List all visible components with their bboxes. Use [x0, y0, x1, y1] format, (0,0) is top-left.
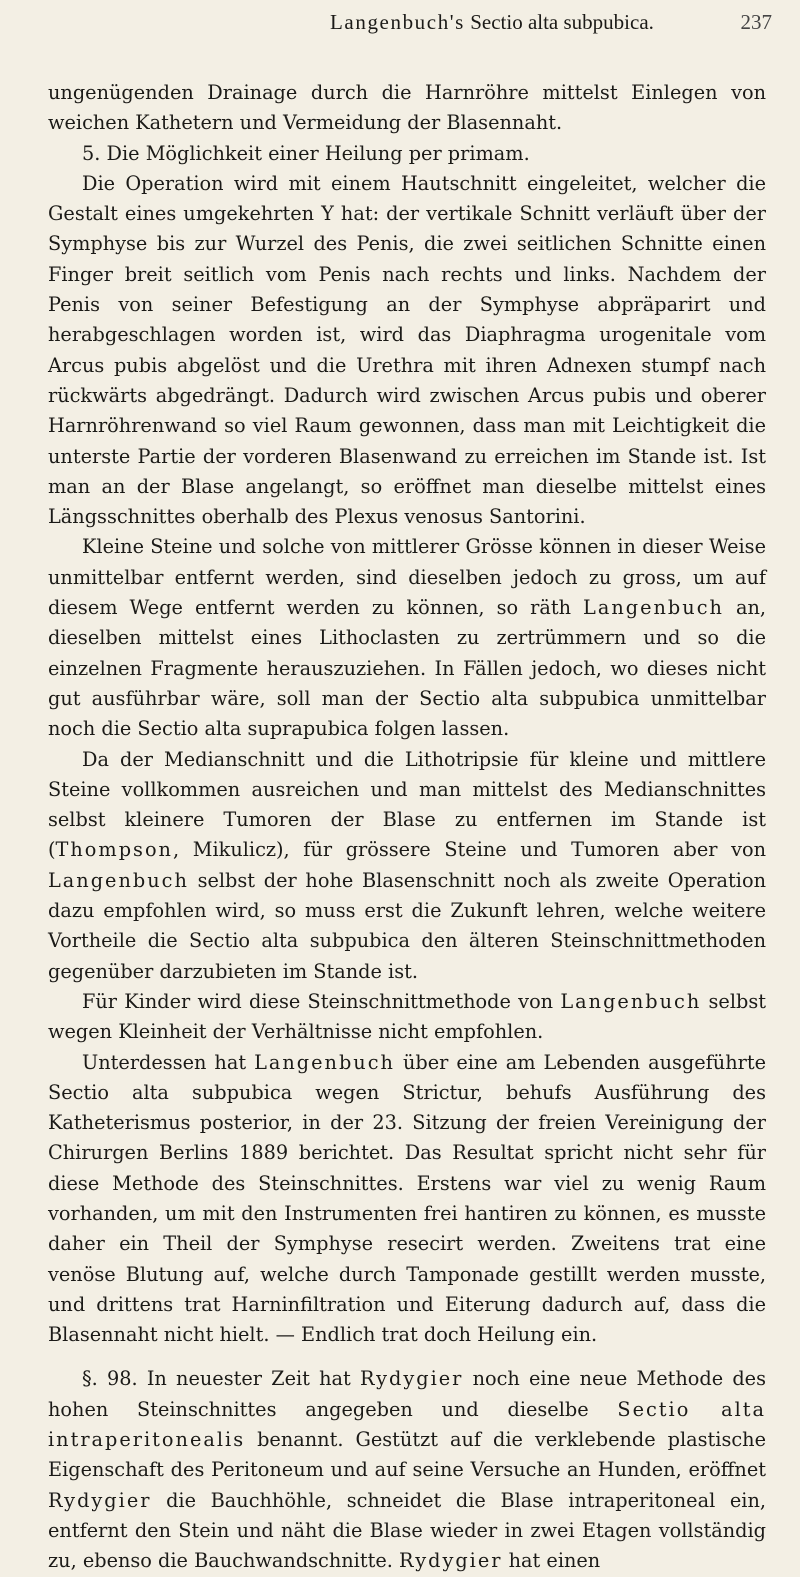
author-name-spaced: Rydygier [359, 1367, 464, 1391]
text-run: benannt. Gestützt auf die verklebende plastische Eigenschaft des Peritoneum und auf seine Versuche an Hunden, eröffnet [48, 1428, 766, 1482]
paragraph-6 [48, 987, 766, 1048]
paragraph-7 [48, 1048, 766, 1351]
author-name-spaced: Langenbuch [560, 989, 702, 1013]
text-run: die Bauchhöhle, schneidet die Blase intraperitoneal ein, entfernt den Stein und näht die Blase wieder in zwei Etagen vollständig zu, ebenso die Bauchwandschnitte. [48, 1488, 766, 1573]
text-run: selbst wegen Kleinheit der Verhältnisse nicht empfohlen. [48, 989, 766, 1044]
text-run: §. 98. In neuester Zeit hat [82, 1367, 360, 1391]
text-run: Da der Medianschnitt und die Lithotripsie für kleine und mittlere Steine vollkommen ausreichen und man mittelst des Medianschnittes selbst kleinere Tumoren der Blase zu entfernen im Stande ist ( [48, 747, 766, 862]
text-run: selbst der hohe Blasenschnitt noch als zweite Operation dazu empfohlen wird, so muss erst die Zukunft lehren, welche weitere Vortheile die Sectio alta subpubica den älteren Steinschnittmethoden gegenüber darzubieten im Stande ist. [48, 868, 766, 983]
paragraph-5 [48, 745, 766, 987]
page-number: 237 [740, 10, 772, 34]
paragraph-3 [48, 169, 766, 533]
text-run: 5. Die Möglichkeit einer Heilung per primam. [82, 141, 530, 165]
running-header [48, 6, 772, 40]
author-name-spaced: Rydygier [48, 1488, 152, 1512]
text-run: Die Operation wird mit einem Hautschnitt eingeleitet, welcher die Gestalt eines umgekehrten Y hat: der vertikale Schnitt verläuft über der Symphyse bis zur Wurzel des Penis, die zwei seitlichen Schnitte einen Finger breit seitlich vom Penis nach rechts und links. Nachdem der Penis von seiner Befestigung an der Symphyse abpräparirt und herabgeschlagen worden ist, wird das Diaphragma urogenitale vom Arcus pubis abgelöst und die Urethra mit ihren Adnexen stumpf nach rückwärts abgedrängt. Dadurch wird zwischen Arcus pubis und oberer Harnröhrenwand so viel Raum gewonnen, dass man mit Leichtigkeit die unterste Partie der vorderen Blasenwand zu erreichen im Stande ist. Ist man an der Blase angelangt, so eröffnet man dieselbe mittelst eines Längsschnittes oberhalb des Plexus venosus Santorini. [48, 171, 766, 529]
text-run: über eine am Lebenden ausgeführte Sectio alta subpubica wegen Strictur, behufs Ausführung des Katheterismus posterior, in der 23. Sitzung der freien Vereinigung der Chirurgen Berlins 1889 berichtet. Das Resultat spricht nicht sehr für diese Methode des Steinschnittes. Erstens war viel zu wenig Raum vorhanden, um mit den Instrumenten frei hantiren zu können, es musste daher ein Theil der Symphyse resecirt werden. Zweitens trat eine venöse Blutung auf, welche durch Tamponade gestillt werden musste, und drittens trat Harninfiltration und Eiterung dadurch auf, dass die Blasennaht nicht hielt. — Endlich trat doch Heilung ein. [48, 1050, 766, 1347]
text-run: Unterdessen hat [82, 1050, 255, 1074]
text-run: Für Kinder wird diese Steinschnittmethode von [82, 989, 561, 1013]
paragraph-1 [48, 78, 766, 139]
text-run: an, dieselben mittelst eines Lithoclasten zu zertrümmern und so die einzelnen Fragmente herauszuziehen. In Fällen jedoch, wo dieses nicht gut ausführbar wäre, soll man der Sectio alta subpubica unmittelbar noch die Sectio alta suprapubica folgen lassen. [48, 596, 766, 741]
running-title [330, 10, 654, 35]
running-title-name: Langenbuch's [330, 10, 465, 34]
text-run: Kleine Steine und solche von mittlerer Grösse können in dieser Weise unmittelbar entfernt werden, sind dieselben jedoch zu gross, um auf diesem Wege entfernt werden zu können, so räth [48, 535, 766, 620]
author-name-spaced: Rydygier [399, 1549, 503, 1573]
author-name-spaced: Thompson [55, 838, 173, 862]
text-run: , Mikulicz), für grössere Steine und Tumoren aber von [172, 838, 766, 862]
body-text [48, 78, 766, 1577]
text-run: hat einen [502, 1549, 601, 1573]
section-98-paragraph [48, 1364, 766, 1576]
method-name-spaced: Sectio alta intraperitonealis [48, 1397, 766, 1452]
author-name-spaced: Langenbuch [583, 596, 724, 620]
paragraph-4 [48, 532, 766, 744]
author-name-spaced: Langenbuch [48, 868, 189, 892]
text-run: ungenügenden Drainage durch die Harnröhre mittelst Einlegen von weichen Kathetern und Vermeidung der Blasennaht. [48, 81, 766, 135]
text-run: noch eine neue Methode des hohen Steinschnittes angegeben und dieselbe [48, 1367, 766, 1421]
paragraph-2 [48, 139, 766, 169]
author-name-spaced: Langenbuch [254, 1050, 395, 1074]
running-title-rest: Sectio alta subpubica. [464, 10, 654, 34]
